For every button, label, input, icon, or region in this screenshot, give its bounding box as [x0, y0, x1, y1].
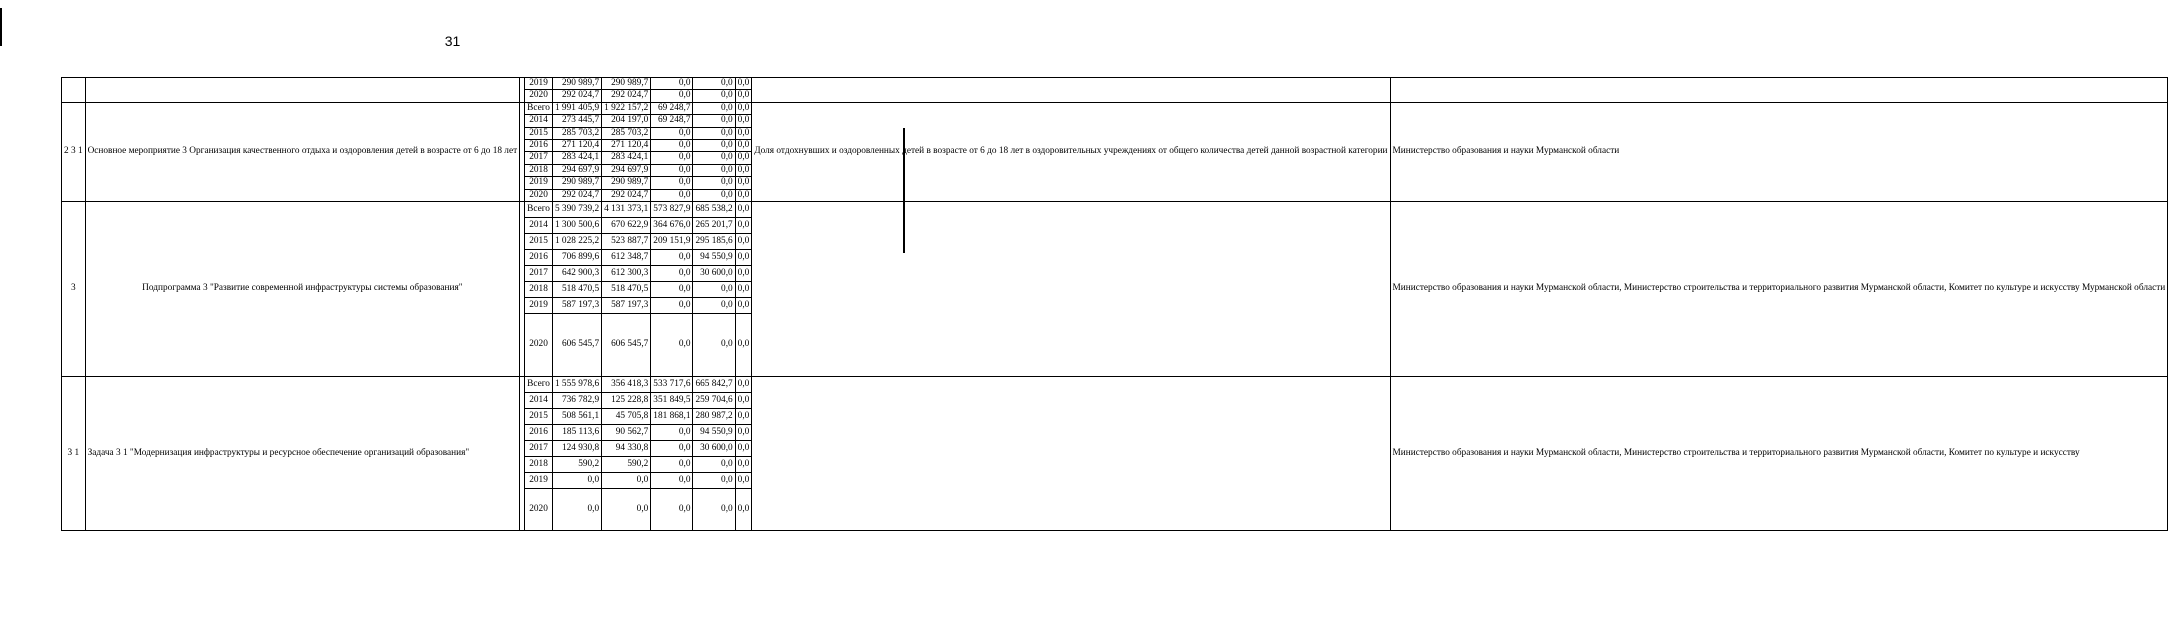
table-row — [62, 202, 2168, 218]
amount-cell: 0,0 — [651, 282, 693, 298]
amount-cell: 0,0 — [735, 127, 752, 139]
amount-cell: 0,0 — [693, 457, 735, 473]
amount-cell: 1 300 500,6 — [552, 218, 601, 234]
amount-cell: 285 703,2 — [552, 127, 601, 139]
amount-cell: 271 120,4 — [552, 140, 601, 152]
row-code: 3 1 — [62, 377, 86, 531]
amount-cell: 0,0 — [693, 152, 735, 164]
amount-cell: 0,0 — [552, 473, 601, 489]
amount-cell: 292 024,7 — [602, 90, 651, 102]
year-cell: 2016 — [525, 140, 553, 152]
amount-cell: 518 470,5 — [552, 282, 601, 298]
amount-cell: 0,0 — [693, 189, 735, 201]
amount-cell: 0,0 — [735, 177, 752, 189]
year-cell: 2020 — [525, 189, 553, 201]
amount-cell: 0,0 — [651, 314, 693, 377]
amount-cell: 590,2 — [552, 457, 601, 473]
amount-cell: 0,0 — [693, 115, 735, 127]
amount-cell: 0,0 — [735, 140, 752, 152]
amount-cell: 292 024,7 — [552, 189, 601, 201]
amount-cell: 0,0 — [735, 282, 752, 298]
amount-cell: 204 197,0 — [602, 115, 651, 127]
amount-cell: 0,0 — [735, 202, 752, 218]
amount-cell: 0,0 — [735, 152, 752, 164]
budget-table — [61, 77, 2168, 531]
amount-cell: 0,0 — [651, 473, 693, 489]
amount-cell: 0,0 — [602, 473, 651, 489]
row-executor: Министерство образования и науки Мурманской области, Министерство строительства и территориального развития Мурманской области, Комитет по культуре и искусству Мурманской области — [1390, 202, 2168, 377]
amount-cell: 508 561,1 — [552, 409, 601, 425]
year-cell: 2017 — [525, 152, 553, 164]
amount-cell: 294 697,9 — [552, 164, 601, 176]
year-cell: Всего — [525, 102, 553, 114]
indicator-cell — [752, 78, 1390, 103]
amount-cell: 0,0 — [651, 457, 693, 473]
amount-cell: 273 445,7 — [552, 115, 601, 127]
amount-cell: 0,0 — [693, 282, 735, 298]
amount-cell: 0,0 — [735, 78, 752, 90]
amount-cell: 283 424,1 — [602, 152, 651, 164]
amount-cell: 0,0 — [735, 266, 752, 282]
amount-cell: 0,0 — [693, 298, 735, 314]
amount-cell: 0,0 — [651, 489, 693, 531]
year-cell: 2016 — [525, 250, 553, 266]
amount-cell: 0,0 — [735, 489, 752, 531]
year-cell: 2019 — [525, 78, 553, 90]
amount-cell: 706 899,6 — [552, 250, 601, 266]
amount-cell: 0,0 — [651, 78, 693, 90]
amount-cell: 271 120,4 — [602, 140, 651, 152]
amount-cell: 533 717,6 — [651, 377, 693, 393]
amount-cell: 642 900,3 — [552, 266, 601, 282]
amount-cell: 0,0 — [651, 266, 693, 282]
indicator-cell — [752, 202, 1390, 377]
row-code: 2 3 1 — [62, 102, 86, 201]
amount-cell: 0,0 — [693, 177, 735, 189]
amount-cell: 0,0 — [735, 250, 752, 266]
amount-cell: 587 197,3 — [552, 298, 601, 314]
amount-cell: 573 827,9 — [651, 202, 693, 218]
code-cell — [62, 78, 86, 103]
year-cell: 2019 — [525, 177, 553, 189]
amount-cell: 606 545,7 — [602, 314, 651, 377]
row-indicator: Доля отдохнувших и оздоровленных детей в возрасте от 6 до 18 лет в оздоровительных учреждениях от общего количества детей данной возрастной категории — [752, 102, 1390, 201]
amount-cell: 0,0 — [693, 489, 735, 531]
page-number: 31 — [444, 33, 461, 49]
amount-cell: 94 330,8 — [602, 441, 651, 457]
amount-cell: 587 197,3 — [602, 298, 651, 314]
year-cell: Всего — [525, 202, 553, 218]
amount-cell: 0,0 — [735, 218, 752, 234]
year-cell: Всего — [525, 377, 553, 393]
executor-cell — [1390, 78, 2168, 103]
amount-cell: 0,0 — [735, 473, 752, 489]
row-executor: Министерство образования и науки Мурманской области — [1390, 102, 2168, 201]
amount-cell: 0,0 — [651, 177, 693, 189]
amount-cell: 5 390 739,2 — [552, 202, 601, 218]
amount-cell: 670 622,9 — [602, 218, 651, 234]
amount-cell: 30 600,0 — [693, 441, 735, 457]
amount-cell: 518 470,5 — [602, 282, 651, 298]
amount-cell: 295 185,6 — [693, 234, 735, 250]
amount-cell: 0,0 — [651, 90, 693, 102]
year-cell: 2016 — [525, 425, 553, 441]
amount-cell: 209 151,9 — [651, 234, 693, 250]
amount-cell: 0,0 — [735, 115, 752, 127]
amount-cell: 1 991 405,9 — [552, 102, 601, 114]
amount-cell: 0,0 — [651, 189, 693, 201]
row-name: Задача 3 1 "Модернизация инфраструктуры и ресурсное обеспечение организаций образования" — [85, 377, 520, 531]
amount-cell: 181 868,1 — [651, 409, 693, 425]
year-cell: 2015 — [525, 234, 553, 250]
amount-cell: 0,0 — [735, 102, 752, 114]
amount-cell: 0,0 — [735, 314, 752, 377]
amount-cell: 90 562,7 — [602, 425, 651, 441]
year-cell: 2020 — [525, 90, 553, 102]
amount-cell: 0,0 — [735, 189, 752, 201]
amount-cell: 612 348,7 — [602, 250, 651, 266]
year-cell: 2018 — [525, 282, 553, 298]
amount-cell: 0,0 — [735, 298, 752, 314]
year-cell: 2015 — [525, 127, 553, 139]
amount-cell: 4 131 373,1 — [602, 202, 651, 218]
amount-cell: 124 930,8 — [552, 441, 601, 457]
year-cell: 2014 — [525, 218, 553, 234]
amount-cell: 0,0 — [651, 140, 693, 152]
amount-cell: 0,0 — [735, 377, 752, 393]
amount-cell: 30 600,0 — [693, 266, 735, 282]
year-cell: 2015 — [525, 409, 553, 425]
amount-cell: 69 248,7 — [651, 102, 693, 114]
amount-cell: 364 676,0 — [651, 218, 693, 234]
amount-cell: 0,0 — [651, 164, 693, 176]
amount-cell: 259 704,6 — [693, 393, 735, 409]
amount-cell: 0,0 — [693, 90, 735, 102]
amount-cell: 0,0 — [693, 473, 735, 489]
amount-cell: 294 697,9 — [602, 164, 651, 176]
amount-cell: 0,0 — [693, 140, 735, 152]
year-cell: 2017 — [525, 266, 553, 282]
amount-cell: 0,0 — [651, 250, 693, 266]
amount-cell: 0,0 — [735, 234, 752, 250]
year-cell: 2014 — [525, 115, 553, 127]
amount-cell: 606 545,7 — [552, 314, 601, 377]
amount-cell: 0,0 — [693, 102, 735, 114]
row-name: Основное мероприятие 3 Организация качественного отдыха и оздоровления детей в возрасте от 6 до 18 лет — [85, 102, 520, 201]
year-cell: 2017 — [525, 441, 553, 457]
amount-cell: 0,0 — [735, 409, 752, 425]
table-row — [62, 377, 2168, 393]
amount-cell: 590,2 — [602, 457, 651, 473]
amount-cell: 0,0 — [693, 78, 735, 90]
year-cell: 2020 — [525, 314, 553, 377]
amount-cell: 0,0 — [651, 298, 693, 314]
indicator-cell — [752, 377, 1390, 531]
amount-cell: 292 024,7 — [552, 90, 601, 102]
amount-cell: 0,0 — [735, 457, 752, 473]
amount-cell: 185 113,6 — [552, 425, 601, 441]
name-cell — [85, 78, 520, 103]
row-name: Подпрограмма 3 "Развитие современной инфраструктуры системы образования" — [85, 202, 520, 377]
amount-cell: 351 849,5 — [651, 393, 693, 409]
amount-cell: 0,0 — [735, 164, 752, 176]
amount-cell: 356 418,3 — [602, 377, 651, 393]
year-cell: 2019 — [525, 473, 553, 489]
amount-cell: 0,0 — [693, 164, 735, 176]
amount-cell: 290 989,7 — [602, 177, 651, 189]
row-code: 3 — [62, 202, 86, 377]
amount-cell: 612 300,3 — [602, 266, 651, 282]
year-cell: 2020 — [525, 489, 553, 531]
amount-cell: 0,0 — [735, 441, 752, 457]
amount-cell: 69 248,7 — [651, 115, 693, 127]
amount-cell: 523 887,7 — [602, 234, 651, 250]
amount-cell: 736 782,9 — [552, 393, 601, 409]
year-cell: 2018 — [525, 164, 553, 176]
amount-cell: 45 705,8 — [602, 409, 651, 425]
amount-cell: 285 703,2 — [602, 127, 651, 139]
table-row — [62, 78, 2168, 90]
amount-cell: 0,0 — [602, 489, 651, 531]
year-cell: 2018 — [525, 457, 553, 473]
amount-cell: 0,0 — [693, 314, 735, 377]
amount-cell: 0,0 — [735, 425, 752, 441]
amount-cell: 290 989,7 — [552, 177, 601, 189]
table-row — [62, 102, 2168, 114]
year-cell: 2014 — [525, 393, 553, 409]
amount-cell: 1 028 225,2 — [552, 234, 601, 250]
amount-cell: 290 989,7 — [552, 78, 601, 90]
amount-cell: 0,0 — [693, 127, 735, 139]
amount-cell: 0,0 — [735, 393, 752, 409]
amount-cell: 280 987,2 — [693, 409, 735, 425]
amount-cell: 125 228,8 — [602, 393, 651, 409]
amount-cell: 1 555 978,6 — [552, 377, 601, 393]
amount-cell: 0,0 — [651, 425, 693, 441]
amount-cell: 290 989,7 — [602, 78, 651, 90]
amount-cell: 0,0 — [651, 152, 693, 164]
amount-cell: 0,0 — [651, 127, 693, 139]
amount-cell: 685 538,2 — [693, 202, 735, 218]
year-cell: 2019 — [525, 298, 553, 314]
amount-cell: 283 424,1 — [552, 152, 601, 164]
amount-cell: 665 842,7 — [693, 377, 735, 393]
amount-cell: 0,0 — [735, 90, 752, 102]
amount-cell: 94 550,9 — [693, 425, 735, 441]
amount-cell: 265 201,7 — [693, 218, 735, 234]
amount-cell: 292 024,7 — [602, 189, 651, 201]
amount-cell: 0,0 — [651, 441, 693, 457]
amount-cell: 94 550,9 — [693, 250, 735, 266]
amount-cell: 0,0 — [552, 489, 601, 531]
row-executor: Министерство образования и науки Мурманской области, Министерство строительства и территориального развития Мурманской области, Комитет по культуре и искусству — [1390, 377, 2168, 531]
amount-cell: 1 922 157,2 — [602, 102, 651, 114]
table-body — [62, 78, 2168, 531]
